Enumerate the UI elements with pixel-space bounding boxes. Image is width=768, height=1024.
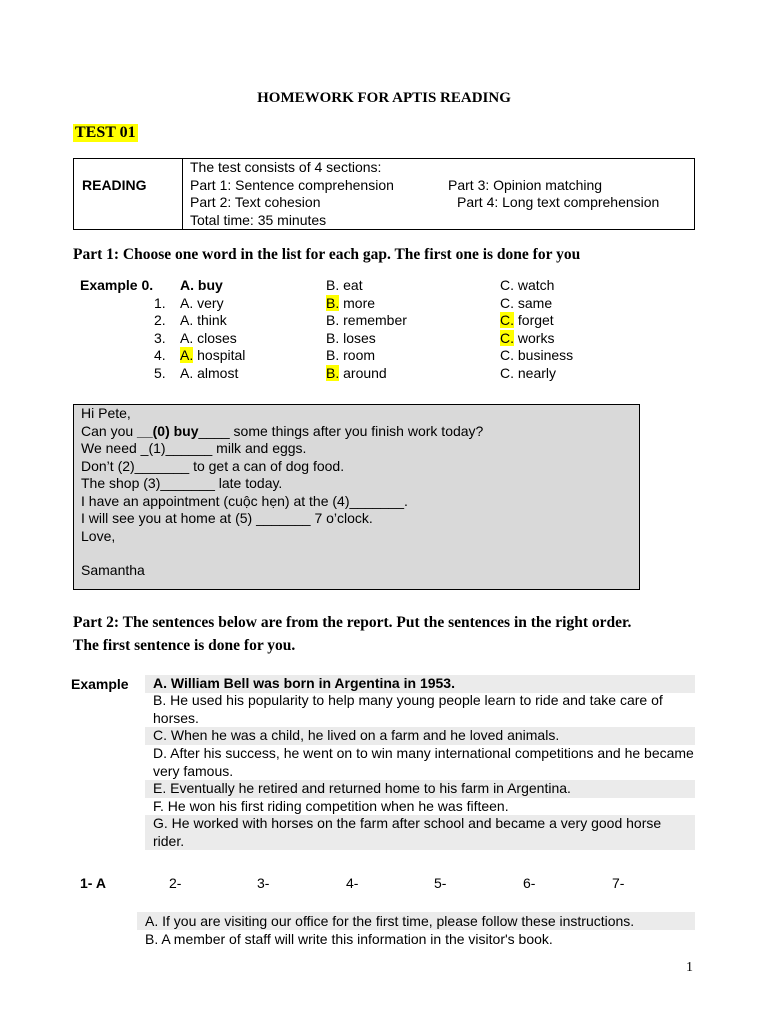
option-letter-highlighted: B. — [326, 295, 340, 311]
option-word: nearly — [517, 365, 557, 381]
info-line-part1: Part 1: Sentence comprehension — [190, 177, 394, 193]
option-word: business — [517, 347, 574, 363]
page-number: 1 — [686, 960, 693, 975]
option-letter: C. — [500, 365, 514, 381]
option-b — [326, 312, 407, 328]
sentence-g: G. He worked with horses on the farm after school and became a very good horse rider. — [145, 815, 695, 850]
option-word: forget — [517, 312, 554, 328]
info-line-part3: Part 3: Opinion matching — [448, 177, 603, 193]
option-word: same — [517, 295, 553, 311]
letter-line-1: We need _(1)______ milk and eggs. — [81, 440, 307, 456]
option-letter: A. — [180, 295, 194, 311]
document-title: HOMEWORK FOR APTIS READING — [257, 90, 511, 106]
option-word: very — [197, 295, 224, 311]
option-letter: A. — [180, 365, 194, 381]
option-word: around — [343, 365, 387, 381]
option-word: think — [197, 312, 227, 328]
option-a — [180, 330, 237, 346]
info-line-part4: Part 4: Long text comprehension — [457, 194, 660, 210]
question-number: 3. — [154, 330, 166, 346]
reading-info-table — [73, 158, 695, 230]
letter-line-3: The shop (3)_______ late today. — [81, 475, 283, 491]
order-slot-4[interactable]: 4- — [346, 875, 359, 891]
order-slot-3[interactable]: 3- — [257, 875, 270, 891]
order-slot-2[interactable]: 2- — [169, 875, 182, 891]
option-letter: B. — [326, 330, 340, 346]
order-slot-7[interactable]: 7- — [612, 875, 625, 891]
letter-line-2: Don’t (2)_______ to get a can of dog food. — [81, 458, 345, 474]
option-a — [180, 312, 227, 328]
example-label: Example — [71, 676, 129, 692]
option-a — [180, 277, 223, 293]
option-c — [500, 330, 554, 346]
example-answer: __(0) buy — [137, 423, 199, 439]
order-slot-5[interactable]: 5- — [434, 875, 447, 891]
option-word: almost — [197, 365, 239, 381]
option-word: remember — [343, 312, 407, 328]
next-sentence-b: B. A member of staff will write this information in the visitor's book. — [145, 931, 553, 947]
sentence-b: B. He used his popularity to help many young people learn to ride and take care of horses. — [153, 692, 663, 726]
option-letter: C. — [500, 295, 514, 311]
test-label: TEST 01 — [75, 124, 136, 141]
option-b — [326, 365, 387, 381]
option-word: buy — [197, 277, 223, 293]
option-letter-highlighted: C. — [500, 312, 514, 328]
option-word: more — [343, 295, 376, 311]
option-word: watch — [517, 277, 555, 293]
option-c — [500, 347, 573, 363]
info-line-part2: Part 2: Text cohesion — [190, 194, 321, 210]
info-table-label: READING — [82, 177, 147, 193]
option-a — [180, 295, 224, 311]
option-letter: A. — [180, 330, 194, 346]
option-word: closes — [197, 330, 237, 346]
option-word: loses — [343, 330, 376, 346]
question-number: 4. — [154, 347, 166, 363]
option-a — [180, 365, 238, 381]
option-letter: C. — [500, 277, 514, 293]
option-word: works — [517, 330, 555, 346]
letter-closing: Love, — [81, 528, 116, 544]
sentence-f: F. He won his first riding competition when he was fifteen. — [153, 798, 509, 814]
letter-signature: Samantha — [81, 562, 145, 578]
option-letter: C. — [500, 347, 514, 363]
option-letter: B. — [326, 347, 340, 363]
sentence-e: E. Eventually he retired and returned home to his farm in Argentina. — [145, 780, 695, 798]
next-sentence-a: A. If you are visiting our office for the first time, please follow these instructions. — [137, 912, 695, 930]
example-number: Example 0. — [80, 277, 154, 293]
part2-heading-subline: The first sentence is done for you. — [73, 637, 296, 654]
letter-line-4: I have an appointment (cuộc hẹn) at the (4)_______. — [81, 493, 408, 509]
option-b — [326, 277, 363, 293]
order-slot-1: 1- A — [80, 875, 106, 891]
option-letter: B. — [326, 312, 340, 328]
option-a — [180, 347, 245, 363]
option-word: eat — [343, 277, 363, 293]
info-line-total-time: Total time: 35 minutes — [190, 212, 327, 228]
option-letter-highlighted: B. — [326, 365, 340, 381]
option-letter-highlighted: A. — [180, 347, 194, 363]
option-c — [500, 312, 554, 328]
option-letter: A. — [180, 277, 194, 293]
order-slot-6[interactable]: 6- — [523, 875, 536, 891]
option-c — [500, 277, 554, 293]
option-b — [326, 295, 375, 311]
letter-line-5: I will see you at home at (5) _______ 7 o’clock. — [81, 510, 373, 526]
letter-box — [73, 404, 640, 590]
option-word: room — [343, 347, 376, 363]
info-line-intro: The test consists of 4 sections: — [190, 159, 382, 175]
part1-heading: Part 1: Choose one word in the list for each gap. The first one is done for you — [73, 246, 581, 263]
question-number: 5. — [154, 365, 166, 381]
option-word: hospital — [197, 347, 246, 363]
letter-line-0: Can you __(0) buy____ some things after you finish work today? — [81, 423, 484, 439]
option-letter-highlighted: C. — [500, 330, 514, 346]
option-letter: A. — [180, 312, 194, 328]
option-letter: B. — [326, 277, 340, 293]
sentence-c: C. When he was a child, he lived on a farm and he loved animals. — [145, 727, 695, 745]
sentence-d: D. After his success, he went on to win many international competitions and he became very famous. — [153, 745, 694, 779]
option-c — [500, 365, 556, 381]
option-b — [326, 330, 376, 346]
option-b — [326, 347, 375, 363]
question-number: 2. — [154, 312, 166, 328]
option-c — [500, 295, 552, 311]
letter-greeting: Hi Pete, — [81, 405, 131, 421]
info-table-label-cell — [74, 159, 183, 229]
part2-heading: Part 2: The sentences below are from the report. Put the sentences in the right order. — [73, 614, 632, 631]
question-number: 1. — [154, 295, 166, 311]
sentence-a: A. William Bell was born in Argentina in 1953. — [145, 675, 695, 693]
